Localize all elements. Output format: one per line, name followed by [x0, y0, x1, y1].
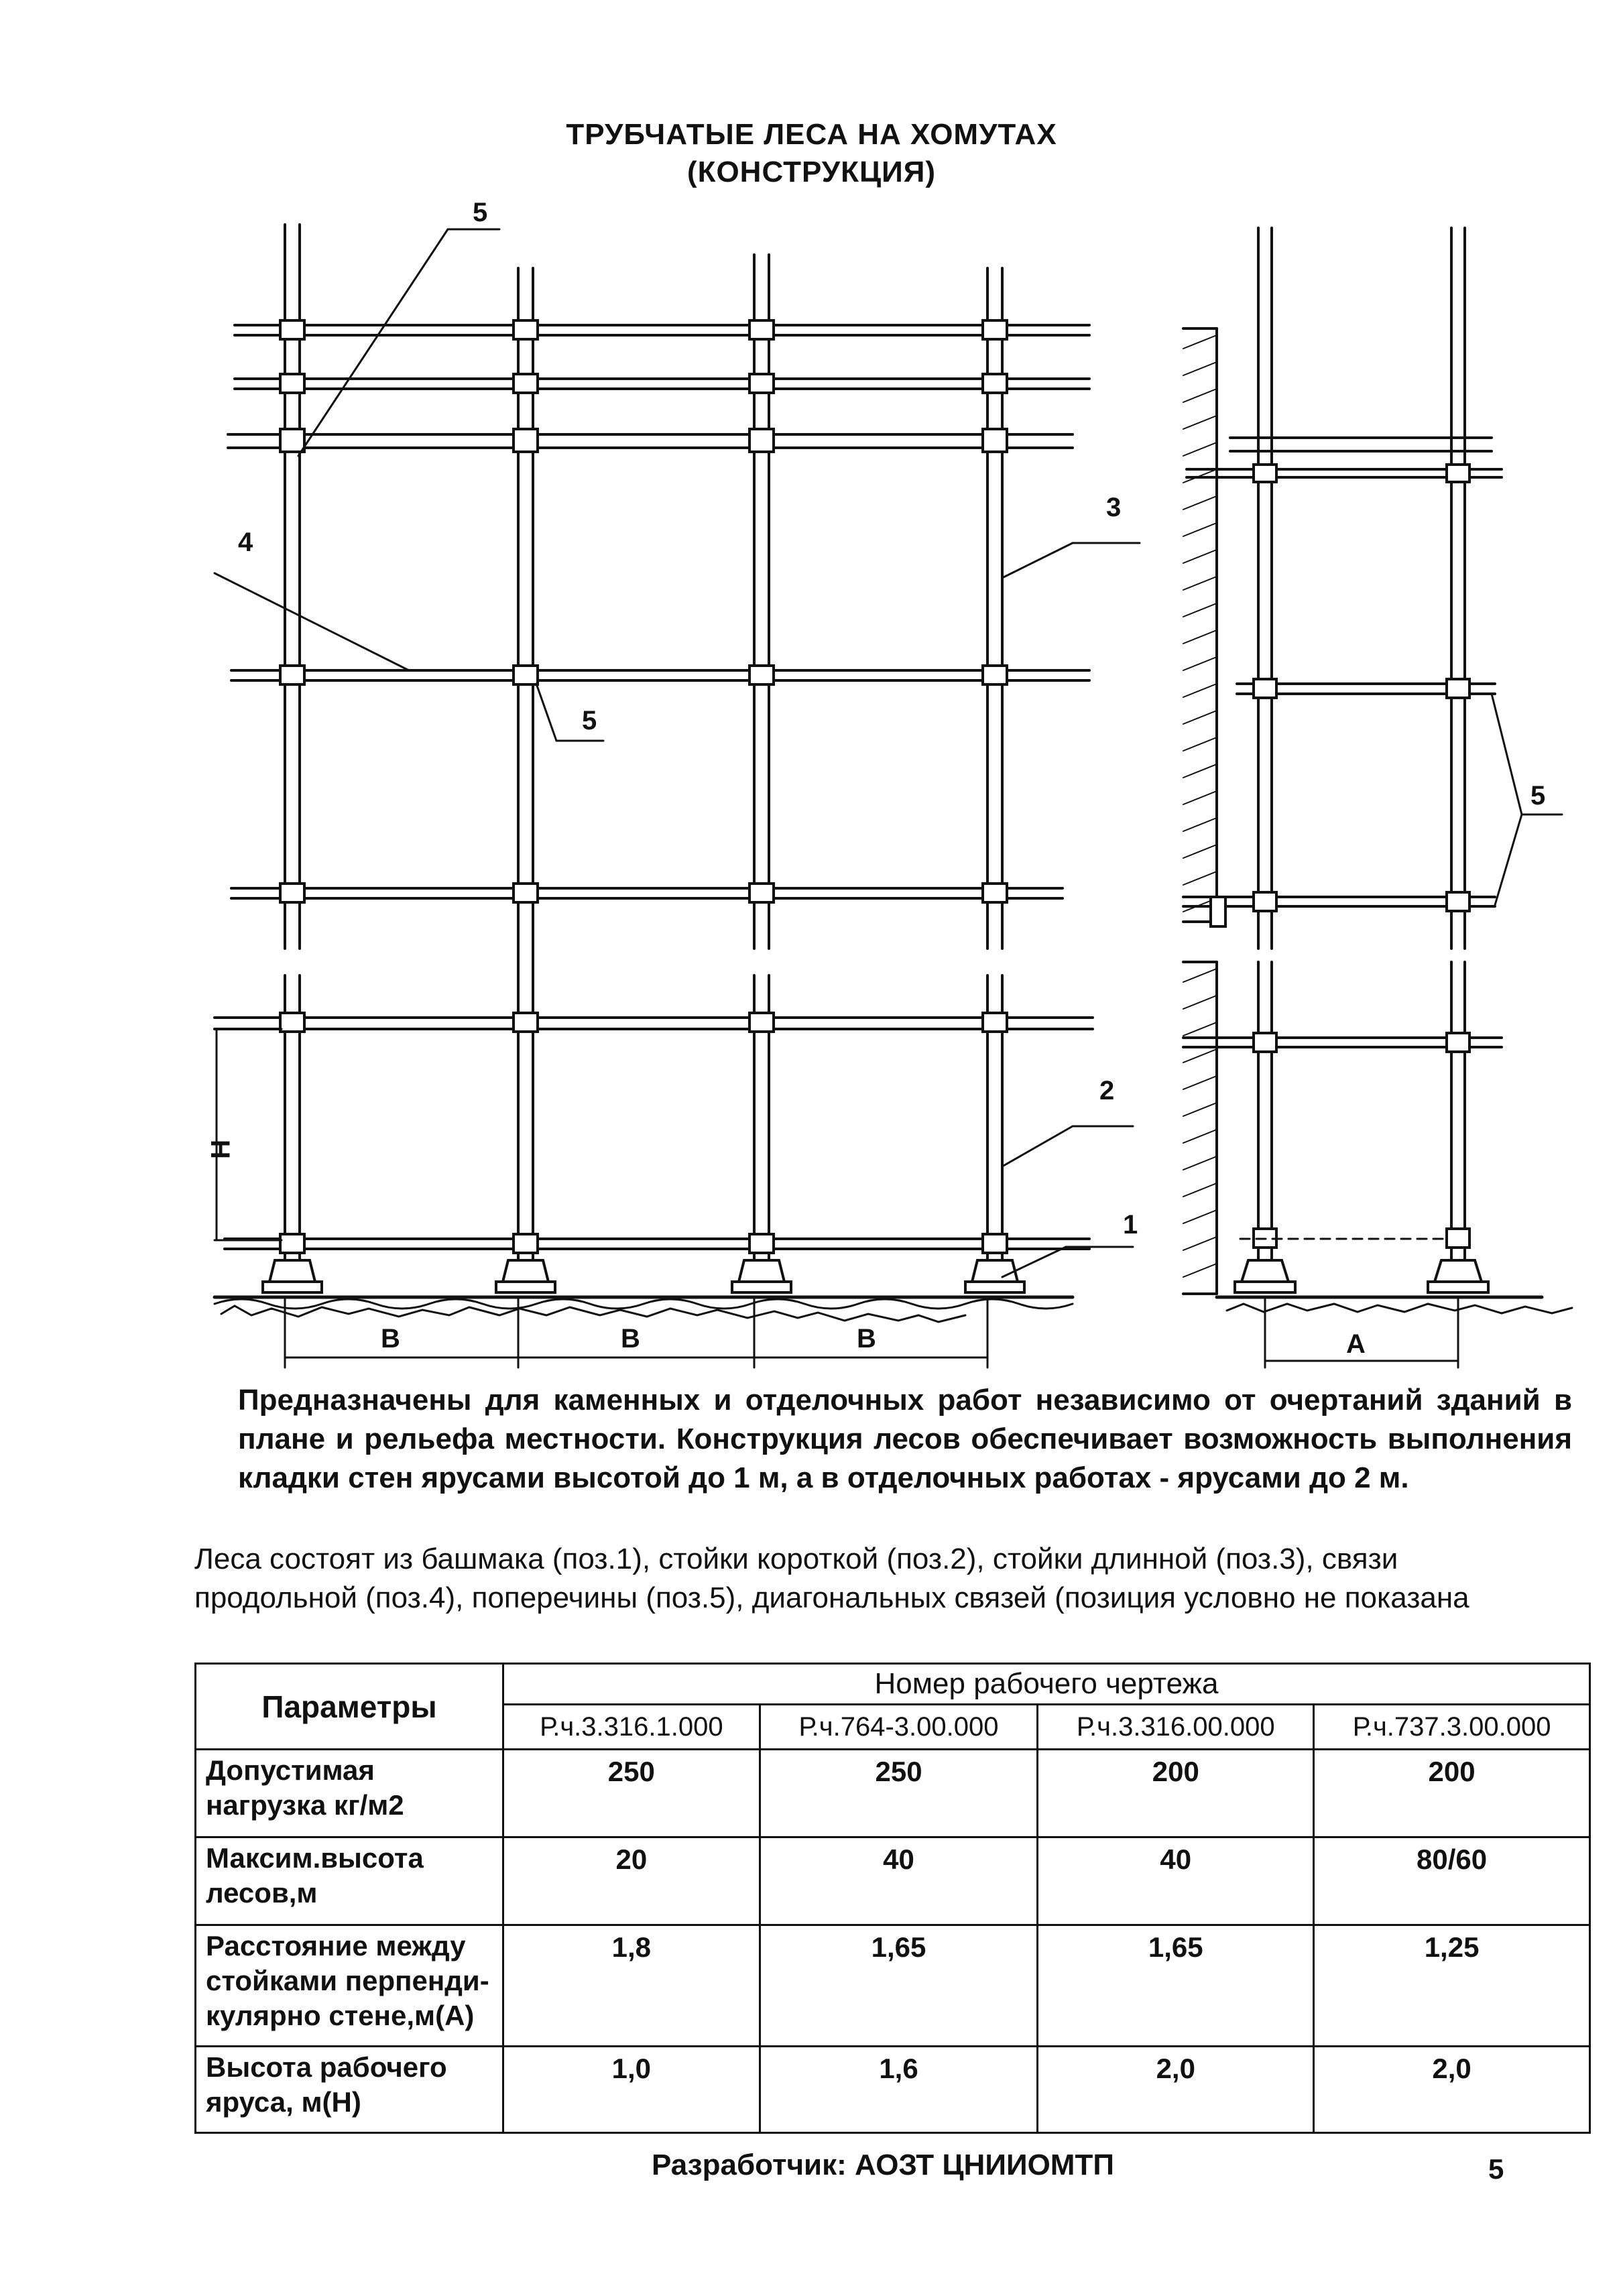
- front-dimensions: [215, 1029, 987, 1368]
- callout-5-side: 5: [1530, 781, 1546, 810]
- side-uprights: [1258, 228, 1465, 1260]
- dimension-b-label-3: В: [857, 1324, 876, 1353]
- front-base-plates: [263, 1260, 1024, 1292]
- table-cell: 20: [503, 1837, 760, 1925]
- table-cell: 2,0: [1314, 2047, 1590, 2133]
- table-header-drawing-number: Номер рабочего чертежа: [503, 1664, 1590, 1705]
- dimension-b-label-2: В: [621, 1324, 640, 1353]
- table-cell: 1,8: [503, 1925, 760, 2047]
- ground-front: [215, 1297, 1073, 1322]
- table-cell: 1,65: [760, 1925, 1038, 2047]
- dimension-h-label: Н: [205, 1140, 235, 1159]
- table-header-code: Р.ч.737.3.00.000: [1314, 1705, 1590, 1750]
- table-cell: 80/60: [1314, 1837, 1590, 1925]
- row-label: Высота рабочего яруса, м(Н): [196, 2047, 503, 2133]
- callout-3: 3: [1106, 493, 1122, 522]
- side-clamps: [1211, 465, 1469, 1248]
- table-cell: 1,0: [503, 2047, 760, 2133]
- callout-2: 2: [1099, 1076, 1115, 1105]
- table-cell: 200: [1314, 1750, 1590, 1837]
- composition-line-2: продольной (поз.4), поперечины (поз.5), диагональных связей (позиция условно не показана: [194, 1581, 1469, 1614]
- dimension-a-label: А: [1346, 1329, 1366, 1359]
- row-label: Допустимая нагрузка кг/м2: [196, 1750, 503, 1837]
- table-header-code: Р.ч.3.316.1.000: [503, 1705, 760, 1750]
- table-header-code: Р.ч.764-3.00.000: [760, 1705, 1038, 1750]
- ground-side: [1217, 1297, 1572, 1313]
- row-label: Максим.высота лесов,м: [196, 1837, 503, 1925]
- side-base-plates: [1235, 1260, 1488, 1292]
- table-cell: 1,65: [1038, 1925, 1314, 2047]
- table-header-code: Р.ч.3.316.00.000: [1038, 1705, 1314, 1750]
- table-row: [196, 1750, 1590, 1837]
- callout-1: 1: [1123, 1210, 1138, 1240]
- table-cell: 250: [760, 1750, 1038, 1837]
- dimension-b-label-1: В: [381, 1324, 400, 1353]
- document-title: ТРУБЧАТЫЕ ЛЕСА НА ХОМУТАХ: [566, 118, 1057, 151]
- composition-line-1: Леса состоят из башмака (поз.1), стойки короткой (поз.2), стойки длинной (поз.3), связи: [194, 1543, 1398, 1575]
- side-leaders: [1240, 694, 1562, 1368]
- table-cell: 1,25: [1314, 1925, 1590, 2047]
- table-cell: 200: [1038, 1750, 1314, 1837]
- parameters-table: [194, 1663, 1591, 2134]
- front-clamps: [280, 320, 1007, 1253]
- table-cell: 2,0: [1038, 2047, 1314, 2133]
- developer-footer: Разработчик: АОЗТ ЦНИИОМТП: [652, 2149, 1114, 2181]
- table-cell: 40: [760, 1837, 1038, 1925]
- table-cell: 250: [503, 1750, 760, 1837]
- front-ledgers: [215, 325, 1093, 1249]
- table-cell: 40: [1038, 1837, 1314, 1925]
- callout-5-top: 5: [473, 198, 488, 227]
- table-row: [196, 2047, 1590, 2133]
- callout-5-mid: 5: [582, 706, 597, 735]
- table-header-params: Параметры: [196, 1664, 503, 1750]
- side-transoms: [1183, 438, 1502, 1047]
- table-row: [196, 1837, 1590, 1925]
- table-cell: 1,6: [760, 2047, 1038, 2133]
- page-number: 5: [1488, 2153, 1504, 2185]
- table-row: [196, 1925, 1590, 2047]
- row-label: Расстояние между стойками перпенди-кулярно стене,м(А): [196, 1925, 503, 2047]
- description-paragraph: Предназначены для каменных и отделочных работ независимо от очертаний зданий в плане и рельефа местности. Конструкция лесов обеспечивает возможность выполнения кладки стен ярусами высотой до 1 м, а в отделочных работах - ярусами до 2 м.: [238, 1384, 1572, 1494]
- wall-section: [1183, 328, 1217, 1294]
- document-subtitle: (КОНСТРУКЦИЯ): [686, 156, 937, 188]
- callout-4: 4: [238, 528, 253, 557]
